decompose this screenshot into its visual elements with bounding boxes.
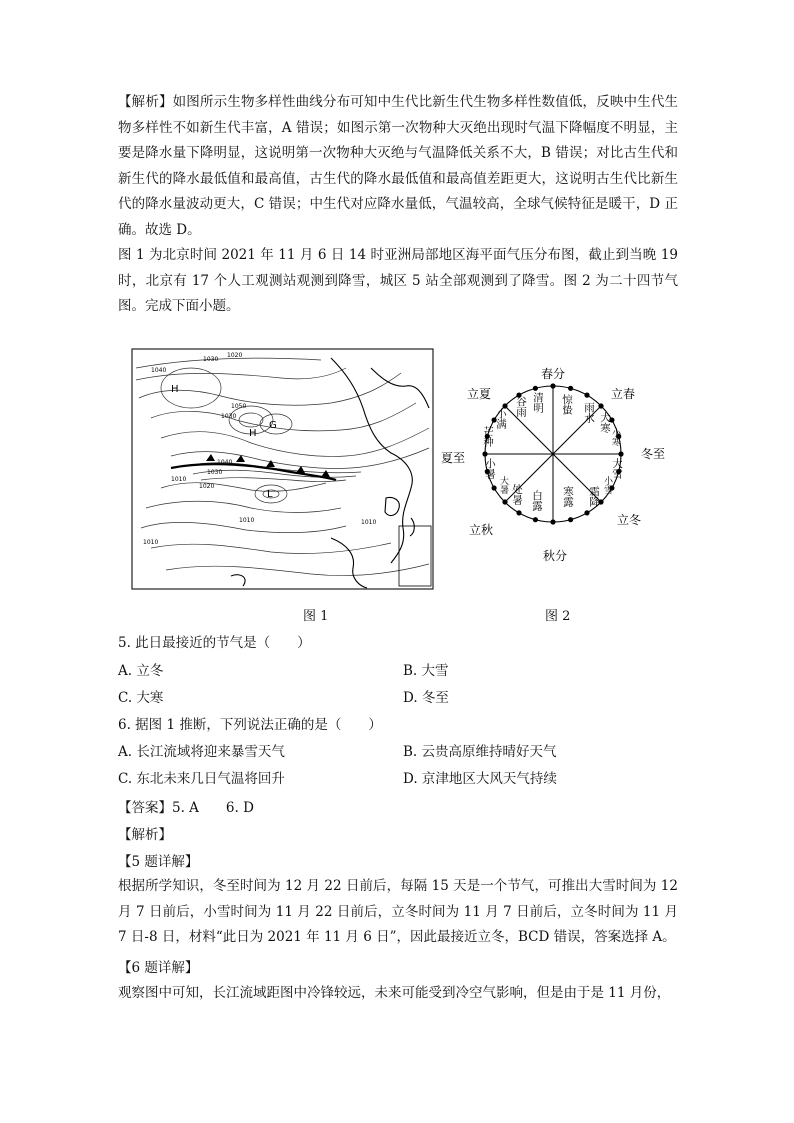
figure-2-caption: 图 2 — [545, 609, 571, 624]
term-chunfen: 春分 — [540, 367, 566, 381]
isobar-label: 1030 — [203, 356, 219, 363]
question-6-option-a[interactable]: A. 长江流域将迎来暴雪天气 — [118, 744, 285, 760]
q6-detail: 观察图中可知，长江流域距图中冷锋较远，未来可能受到冷空气影响，但是由于是 11 月份， — [118, 985, 671, 1001]
q5-detail-heading: 【5 题详解】 — [118, 854, 199, 870]
isobar-label: 1020 — [227, 352, 243, 359]
term-qiufen: 秋分 — [542, 549, 568, 563]
analysis-previous: 【解析】如图所示生物多样性曲线分布可知中生代比新生代生物多样性数值低，反映中生代生物多样性不如新生代丰富，A 错误；如图示第一次物种大灭绝出现时气温下降幅度不明显，主要是降水量下降明显，这说明第一次物种大灭绝与气温降低关系不大，B 错误；对比古生代和新生代的降水最低值和最高值，古生代的降水最低值和最高值差距更大，这说明古生代比新生代的降水量波动更大，C 错误；中生代对应降水量低，气温较高，全球气候特征是暖干，D 正确。故选 D。 — [118, 94, 678, 238]
term-lidong: 立冬 — [616, 513, 642, 527]
term-bailu: 白露 — [531, 490, 543, 511]
solar-terms-diagram — [437, 352, 669, 574]
term-xiaoman: 小满 — [495, 408, 507, 429]
term-lixia: 立夏 — [466, 387, 492, 401]
low-pressure-label: L — [267, 489, 273, 500]
term-hanlu: 寒露 — [562, 486, 574, 507]
center-label: G — [269, 420, 277, 431]
term-liqiu: 立秋 — [468, 523, 494, 537]
term-chushu: 处暑 — [511, 484, 523, 505]
term-jingzhe: 惊蛰 — [561, 394, 573, 415]
q5-detail: 根据所学知识，冬至时间为 12 月 22 日前后，每隔 15 天是一个节气，可推出大雪时间为 12 月 7 日前后，小雪时间为 11 月 22 日前后，立冬时间为 11 月 7 日前后，立冬时间为 11 月 7 日-8 日，材料“此日为 2021 年 11 月 6 日”，因此最接近立冬，BCD 错误，答案选择 A。 — [118, 878, 678, 946]
isobar-label: 1010 — [239, 517, 255, 524]
question-5-option-a[interactable]: A. 立冬 — [118, 663, 164, 679]
term-guyu: 谷雨 — [515, 396, 527, 417]
pressure-map — [131, 348, 434, 590]
isobar-label: 1030 — [207, 469, 223, 476]
isobar-label: 1040 — [217, 459, 233, 466]
question-5-option-d[interactable]: D. 冬至 — [403, 690, 449, 706]
figure-1-caption: 图 1 — [303, 609, 329, 624]
question-5-stem: 5. 此日最接近的节气是（ ） — [118, 635, 311, 651]
term-xiaoshu: 小暑 — [484, 458, 496, 479]
term-xiazhi: 夏至 — [440, 451, 466, 465]
isobar-label: 1010 — [171, 476, 187, 483]
isobar-label: 1030 — [221, 413, 237, 420]
term-dashu: 大暑 — [498, 476, 508, 494]
term-yushui: 雨水 — [583, 402, 595, 423]
question-intro: 图 1 为北京时间 2021 年 11 月 6 日 14 时亚洲局部地区海平面气压分布图，截止到当晚 19 时，北京有 17 个人工观测站观测到降雪，城区 5 站全部观测到了降雪。图 2 为二十四节气图。完成下面小题。 — [118, 247, 678, 315]
term-xiaoxue: 小雪 — [602, 476, 612, 494]
high-pressure-label: H — [249, 428, 257, 439]
isobar-label: 1010 — [361, 519, 377, 526]
high-pressure-label: H — [171, 384, 179, 395]
answer-line: 【答案】5. A 6. D — [118, 800, 254, 816]
isobar-label: 1010 — [143, 539, 159, 546]
term-dahan: 大寒 — [599, 412, 611, 433]
question-6-option-c[interactable]: C. 东北未来几日气温将回升 — [118, 771, 285, 787]
question-6-stem: 6. 据图 1 推断，下列说法正确的是（ ） — [118, 717, 382, 733]
term-xiaohan: 小寒 — [610, 428, 620, 446]
term-daxue: 大雪 — [611, 458, 623, 479]
question-5-option-c[interactable]: C. 大寒 — [118, 690, 164, 706]
term-mangzhong: 芒种 — [482, 426, 494, 447]
isobar-label: 1040 — [151, 367, 167, 374]
isobar-label: 1020 — [199, 483, 215, 490]
q6-detail-heading: 【6 题详解】 — [118, 960, 199, 976]
question-6-option-b[interactable]: B. 云贵高原维持晴好天气 — [403, 744, 557, 760]
term-qingming: 清明 — [532, 392, 544, 413]
question-6-option-d[interactable]: D. 京津地区大风天气持续 — [403, 771, 557, 787]
term-shuangjiang: 霜降 — [588, 486, 600, 507]
question-5-option-b[interactable]: B. 大雪 — [403, 663, 449, 679]
analysis-heading: 【解析】 — [118, 827, 172, 843]
term-dongzhi: 冬至 — [640, 447, 666, 461]
isobar-label: 1050 — [231, 403, 247, 410]
term-lichun: 立春 — [610, 387, 636, 401]
